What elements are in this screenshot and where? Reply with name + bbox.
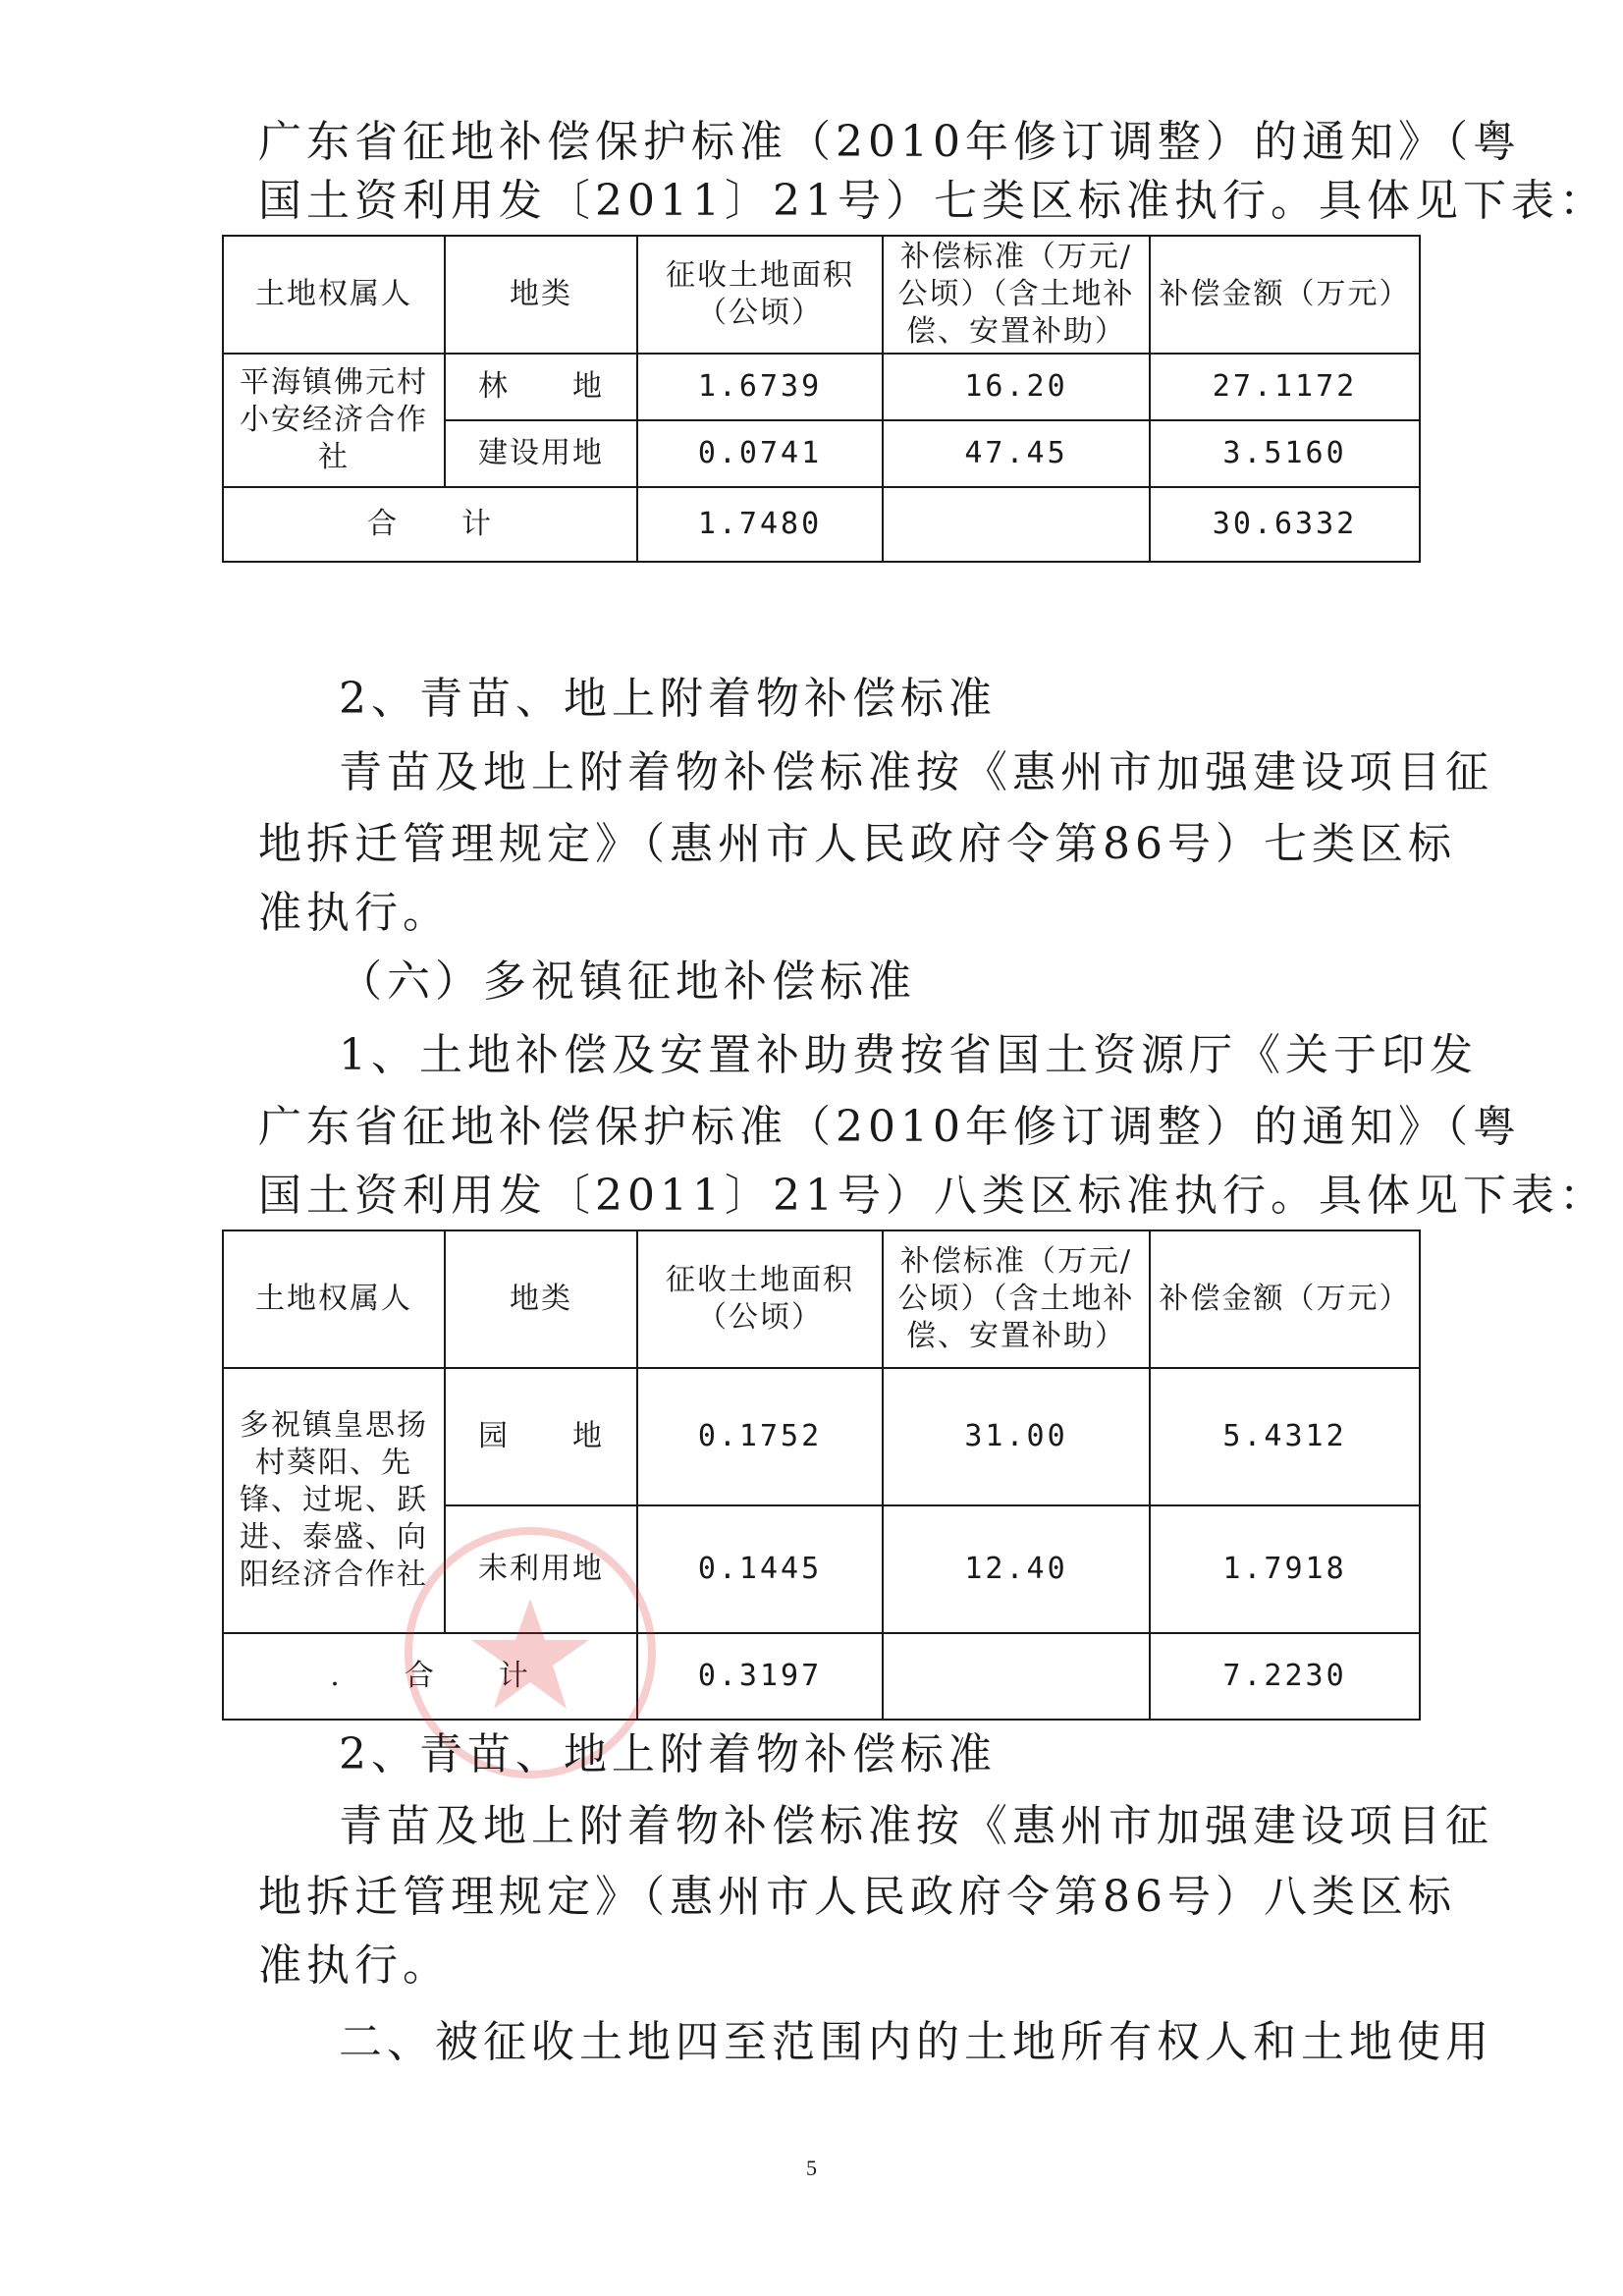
owner-cell: 平海镇佛元村小安经济合作社: [223, 354, 445, 487]
header-owner: 土地权属人: [223, 1230, 445, 1368]
header-amount: 补偿金额（万元）: [1150, 236, 1420, 354]
standard-cell: 12.40: [883, 1505, 1150, 1633]
amount-cell: 1.7918: [1150, 1505, 1420, 1633]
header-amount: 补偿金额（万元）: [1150, 1230, 1420, 1368]
area-cell: 1.6739: [637, 354, 883, 420]
total-area: 1.7480: [637, 487, 883, 562]
header-owner: 土地权属人: [223, 236, 445, 354]
paragraph-line: 二、被征收土地四至范围内的土地所有权人和土地使用: [339, 2017, 1493, 2067]
paragraph-line: 准执行。: [258, 888, 451, 938]
header-area: 征收土地面积（公顷）: [637, 1230, 883, 1368]
paragraph-line: 1、土地补偿及安置补助费按省国土资源厅《关于印发: [339, 1030, 1478, 1080]
paragraph-line: 青苗及地上附着物补偿标准按《惠州市加强建设项目征: [339, 1801, 1493, 1851]
total-standard: [883, 1633, 1150, 1720]
area-cell: 0.0741: [637, 420, 883, 487]
total-amount: 30.6332: [1150, 487, 1420, 562]
paragraph-line: 准执行。: [258, 1941, 451, 1991]
paragraph-line: 广东省征地补偿保护标准（2010年修订调整）的通知》（粤: [258, 1102, 1521, 1152]
paragraph-line: 2、青苗、地上附着物补偿标准: [339, 1729, 997, 1779]
paragraph-line: 青苗及地上附着物补偿标准按《惠州市加强建设项目征: [339, 747, 1493, 797]
total-label: 合 计: [223, 487, 637, 562]
total-amount: 7.2230: [1150, 1633, 1420, 1720]
total-label: . 合 计: [223, 1633, 637, 1720]
paragraph-line: 国土资利用发〔2011〕21号）八类区标准执行。具体见下表：: [258, 1171, 1607, 1221]
amount-cell: 27.1172: [1150, 354, 1420, 420]
paragraph-line: 广东省征地补偿保护标准（2010年修订调整）的通知》（粤: [258, 117, 1521, 167]
paragraph-line: 国土资利用发〔2011〕21号）七类区标准执行。具体见下表：: [258, 176, 1607, 226]
standard-cell: 16.20: [883, 354, 1150, 420]
page-number: 5: [806, 2156, 817, 2180]
land-type-cell: 未利用地: [445, 1505, 637, 1633]
paragraph-line: 地拆迁管理规定》（惠州市人民政府令第86号）七类区标: [258, 819, 1456, 869]
paragraph-line: 地拆迁管理规定》（惠州市人民政府令第86号）八类区标: [258, 1872, 1456, 1922]
land-type-cell: 园 地: [445, 1368, 637, 1505]
total-area: 0.3197: [637, 1633, 883, 1720]
land-type-cell: 林 地: [445, 354, 637, 420]
land-type-cell: 建设用地: [445, 420, 637, 487]
header-area: 征收土地面积（公顷）: [637, 236, 883, 354]
paragraph-line: （六）多祝镇征地补偿标准: [339, 957, 916, 1007]
standard-cell: 47.45: [883, 420, 1150, 487]
amount-cell: 5.4312: [1150, 1368, 1420, 1505]
paragraph-line: 2、青苗、地上附着物补偿标准: [339, 674, 997, 724]
area-cell: 0.1752: [637, 1368, 883, 1505]
standard-cell: 31.00: [883, 1368, 1150, 1505]
compensation-table-1: [222, 235, 1421, 563]
header-standard: 补偿标准（万元/公顷）（含土地补偿、安置补助）: [883, 1230, 1150, 1368]
amount-cell: 3.5160: [1150, 420, 1420, 487]
header-standard: 补偿标准（万元/公顷）（含土地补偿、安置补助）: [883, 236, 1150, 354]
owner-cell: 多祝镇皇思扬村葵阳、先锋、过坭、跃进、泰盛、向阳经济合作社: [223, 1368, 445, 1633]
area-cell: 0.1445: [637, 1505, 883, 1633]
header-land-type: 地类: [445, 1230, 637, 1368]
header-land-type: 地类: [445, 236, 637, 354]
total-standard: [883, 487, 1150, 562]
